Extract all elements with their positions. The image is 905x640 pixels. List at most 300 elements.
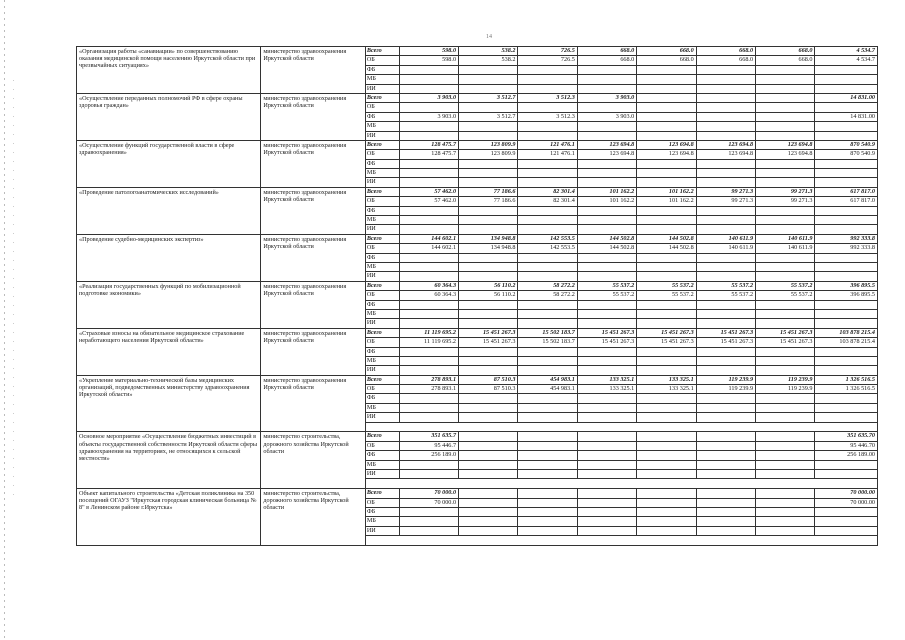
funding-source: ОБ bbox=[365, 498, 399, 507]
year-value-cell bbox=[459, 75, 518, 84]
year-value-cell: 99 271.3 bbox=[756, 197, 815, 206]
year-value-cell: 668.0 bbox=[577, 56, 636, 65]
year-value-cell bbox=[518, 319, 577, 328]
year-value-cell: 70 000.0 bbox=[399, 489, 458, 498]
year-value-cell bbox=[756, 507, 815, 516]
year-value-cell: 133 325.1 bbox=[577, 385, 636, 394]
year-value-cell bbox=[637, 272, 696, 281]
year-value-cell bbox=[696, 441, 755, 450]
binding-hole-marks bbox=[13, 80, 14, 500]
year-value-cell: 123 694.8 bbox=[696, 140, 755, 149]
binding-edge-marks bbox=[4, 0, 5, 640]
funding-source: ИИ bbox=[365, 469, 399, 478]
year-value-cell bbox=[637, 366, 696, 375]
year-value-cell bbox=[518, 216, 577, 225]
year-value-cell bbox=[518, 356, 577, 365]
year-value-cell: 3 512.3 bbox=[518, 112, 577, 121]
executor-name: министерство здравоохранения Иркутской области bbox=[261, 281, 365, 328]
year-value-cell bbox=[518, 300, 577, 309]
year-value-cell bbox=[459, 272, 518, 281]
year-value-cell bbox=[399, 356, 458, 365]
year-value-cell: 95 446.7 bbox=[399, 441, 458, 450]
year-value-cell bbox=[696, 394, 755, 403]
year-value-cell bbox=[696, 309, 755, 318]
year-value-cell bbox=[459, 517, 518, 526]
year-value-cell bbox=[756, 225, 815, 234]
page-number: 14 bbox=[486, 34, 492, 40]
year-value-cell bbox=[756, 159, 815, 168]
total-value-cell: 4 534.7 bbox=[815, 47, 878, 56]
year-value-cell bbox=[399, 262, 458, 271]
year-value-cell bbox=[399, 272, 458, 281]
year-value-cell: 101 162.2 bbox=[637, 197, 696, 206]
year-value-cell bbox=[637, 131, 696, 140]
year-value-cell bbox=[459, 206, 518, 215]
year-value-cell: 56 110.2 bbox=[459, 291, 518, 300]
year-value-cell: 57 462.0 bbox=[399, 187, 458, 196]
funding-source: Всего bbox=[365, 281, 399, 290]
total-value-cell: 4 534.7 bbox=[815, 56, 878, 65]
year-value-cell bbox=[637, 347, 696, 356]
year-value-cell: 3 903.0 bbox=[399, 93, 458, 102]
funding-source: ОБ bbox=[365, 441, 399, 450]
year-value-cell bbox=[696, 319, 755, 328]
year-value-cell bbox=[696, 526, 755, 535]
year-value-cell: 123 694.8 bbox=[577, 150, 636, 159]
funding-source: ИИ bbox=[365, 366, 399, 375]
year-value-cell: 82 301.4 bbox=[518, 187, 577, 196]
total-value-cell: 396 895.5 bbox=[815, 291, 878, 300]
year-value-cell bbox=[577, 413, 636, 422]
year-value-cell bbox=[459, 469, 518, 478]
total-value-cell: 870 540.9 bbox=[815, 140, 878, 149]
year-value-cell bbox=[637, 309, 696, 318]
year-value-cell bbox=[399, 253, 458, 262]
year-value-cell bbox=[637, 319, 696, 328]
funding-source: МБ bbox=[365, 262, 399, 271]
year-value-cell bbox=[756, 413, 815, 422]
year-value-cell: 77 186.6 bbox=[459, 187, 518, 196]
total-value-cell: 617 817.0 bbox=[815, 187, 878, 196]
year-value-cell: 55 537.2 bbox=[696, 291, 755, 300]
year-value-cell: 15 451 267.3 bbox=[756, 328, 815, 337]
year-value-cell bbox=[399, 122, 458, 131]
executor-name: министерство здравоохранения Иркутской области bbox=[261, 328, 365, 375]
funding-source: ИИ bbox=[365, 319, 399, 328]
year-value-cell: 133 325.1 bbox=[637, 375, 696, 384]
year-value-cell: 15 502 183.7 bbox=[518, 338, 577, 347]
table-row bbox=[77, 47, 878, 56]
year-value-cell bbox=[459, 460, 518, 469]
budget-table-body bbox=[77, 47, 878, 546]
funding-source: ИИ bbox=[365, 131, 399, 140]
year-value-cell: 55 537.2 bbox=[756, 291, 815, 300]
year-value-cell bbox=[577, 432, 636, 441]
table-row bbox=[77, 187, 878, 196]
total-value-cell bbox=[815, 403, 878, 412]
funding-source: ФБ bbox=[365, 507, 399, 516]
year-value-cell bbox=[459, 403, 518, 412]
spacer-cell bbox=[365, 479, 877, 489]
year-value-cell: 144 602.1 bbox=[399, 234, 458, 243]
year-value-cell bbox=[756, 103, 815, 112]
year-value-cell: 726.5 bbox=[518, 56, 577, 65]
total-value-cell: 992 333.8 bbox=[815, 234, 878, 243]
year-value-cell bbox=[756, 469, 815, 478]
table-row bbox=[77, 432, 878, 441]
funding-source: ФБ bbox=[365, 65, 399, 74]
total-value-cell: 256 189.00 bbox=[815, 451, 878, 460]
year-value-cell bbox=[459, 413, 518, 422]
year-value-cell: 454 983.1 bbox=[518, 375, 577, 384]
year-value-cell bbox=[756, 526, 815, 535]
year-value-cell bbox=[696, 225, 755, 234]
year-value-cell bbox=[696, 112, 755, 121]
year-value-cell bbox=[399, 517, 458, 526]
year-value-cell: 101 162.2 bbox=[577, 187, 636, 196]
year-value-cell bbox=[756, 498, 815, 507]
activity-name: «Укрепление материально-технической базы медицинских организаций, подведомственных министерству здравоохранения Иркутской области» bbox=[77, 375, 261, 432]
year-value-cell: 58 272.2 bbox=[518, 281, 577, 290]
year-value-cell bbox=[637, 441, 696, 450]
year-value-cell bbox=[577, 159, 636, 168]
funding-source: ОБ bbox=[365, 197, 399, 206]
funding-source: Всего bbox=[365, 47, 399, 56]
year-value-cell bbox=[577, 225, 636, 234]
year-value-cell bbox=[637, 262, 696, 271]
year-value-cell bbox=[577, 262, 636, 271]
table-row bbox=[77, 489, 878, 498]
year-value-cell bbox=[637, 356, 696, 365]
year-value-cell: 99 271.3 bbox=[696, 187, 755, 196]
year-value-cell bbox=[399, 206, 458, 215]
budget-table bbox=[76, 46, 878, 546]
year-value-cell: 726.5 bbox=[518, 47, 577, 56]
year-value-cell bbox=[399, 413, 458, 422]
year-value-cell bbox=[637, 225, 696, 234]
year-value-cell bbox=[399, 103, 458, 112]
year-value-cell bbox=[756, 253, 815, 262]
year-value-cell bbox=[756, 169, 815, 178]
table-row bbox=[77, 328, 878, 337]
funding-source: ОБ bbox=[365, 385, 399, 394]
year-value-cell: 99 271.3 bbox=[696, 197, 755, 206]
year-value-cell bbox=[459, 451, 518, 460]
year-value-cell bbox=[459, 262, 518, 271]
funding-source: МБ bbox=[365, 309, 399, 318]
year-value-cell: 256 189.0 bbox=[399, 451, 458, 460]
year-value-cell: 454 983.1 bbox=[518, 385, 577, 394]
year-value-cell: 133 325.1 bbox=[637, 385, 696, 394]
total-value-cell: 617 817.0 bbox=[815, 197, 878, 206]
activity-name: «Проведение судебно-медицинских экспертиз» bbox=[77, 234, 261, 281]
year-value-cell bbox=[518, 394, 577, 403]
year-value-cell bbox=[459, 526, 518, 535]
year-value-cell bbox=[577, 169, 636, 178]
funding-source: ОБ bbox=[365, 56, 399, 65]
year-value-cell bbox=[577, 75, 636, 84]
total-value-cell bbox=[815, 75, 878, 84]
year-value-cell bbox=[399, 309, 458, 318]
year-value-cell: 15 451 267.3 bbox=[459, 328, 518, 337]
year-value-cell bbox=[518, 131, 577, 140]
year-value-cell bbox=[518, 526, 577, 535]
total-value-cell bbox=[815, 300, 878, 309]
year-value-cell bbox=[577, 498, 636, 507]
year-value-cell: 15 502 183.7 bbox=[518, 328, 577, 337]
funding-source: МБ bbox=[365, 216, 399, 225]
funding-source: ИИ bbox=[365, 272, 399, 281]
funding-source: ИИ bbox=[365, 413, 399, 422]
funding-source: ФБ bbox=[365, 253, 399, 262]
year-value-cell bbox=[756, 75, 815, 84]
total-value-cell bbox=[815, 507, 878, 516]
year-value-cell bbox=[459, 65, 518, 74]
year-value-cell bbox=[577, 507, 636, 516]
total-value-cell bbox=[815, 347, 878, 356]
year-value-cell: 598.0 bbox=[399, 47, 458, 56]
activity-name: «Осуществление переданных полномочий РФ в сфере охраны здоровья граждан» bbox=[77, 93, 261, 140]
total-value-cell bbox=[815, 309, 878, 318]
year-value-cell bbox=[577, 272, 636, 281]
funding-source: ФБ bbox=[365, 112, 399, 121]
year-value-cell bbox=[577, 394, 636, 403]
year-value-cell bbox=[459, 507, 518, 516]
year-value-cell bbox=[696, 366, 755, 375]
year-value-cell: 55 537.2 bbox=[577, 291, 636, 300]
year-value-cell: 668.0 bbox=[696, 56, 755, 65]
year-value-cell: 144 502.8 bbox=[577, 244, 636, 253]
total-value-cell bbox=[815, 103, 878, 112]
total-value-cell bbox=[815, 206, 878, 215]
total-value-cell bbox=[815, 178, 878, 187]
funding-source: МБ bbox=[365, 403, 399, 412]
year-value-cell: 15 451 267.3 bbox=[637, 328, 696, 337]
year-value-cell: 668.0 bbox=[577, 47, 636, 56]
year-value-cell bbox=[637, 517, 696, 526]
total-value-cell bbox=[815, 216, 878, 225]
funding-source: ФБ bbox=[365, 206, 399, 215]
year-value-cell bbox=[518, 178, 577, 187]
year-value-cell bbox=[637, 206, 696, 215]
total-value-cell bbox=[815, 394, 878, 403]
year-value-cell bbox=[756, 112, 815, 121]
year-value-cell: 101 162.2 bbox=[577, 197, 636, 206]
funding-source: МБ bbox=[365, 122, 399, 131]
year-value-cell bbox=[637, 122, 696, 131]
year-value-cell bbox=[756, 309, 815, 318]
year-value-cell bbox=[637, 526, 696, 535]
year-value-cell bbox=[637, 65, 696, 74]
year-value-cell bbox=[756, 356, 815, 365]
year-value-cell bbox=[637, 451, 696, 460]
year-value-cell bbox=[696, 507, 755, 516]
total-value-cell bbox=[815, 122, 878, 131]
year-value-cell bbox=[577, 517, 636, 526]
year-value-cell: 15 451 267.3 bbox=[637, 338, 696, 347]
executor-name: министерство строительства, дорожного хозяйства Иркутской области bbox=[261, 489, 365, 546]
total-value-cell: 1 326 516.5 bbox=[815, 375, 878, 384]
year-value-cell: 3 512.7 bbox=[459, 93, 518, 102]
funding-source: Всего bbox=[365, 375, 399, 384]
year-value-cell bbox=[696, 300, 755, 309]
year-value-cell bbox=[696, 75, 755, 84]
year-value-cell bbox=[637, 460, 696, 469]
year-value-cell bbox=[459, 178, 518, 187]
year-value-cell: 15 451 267.3 bbox=[696, 338, 755, 347]
activity-name: Объект капитального строительства «Детская поликлиника на 350 посещений ОГАУЗ "Иркутская городская клиническая больница № 8" в Ленинском районе г.Иркутска» bbox=[77, 489, 261, 546]
funding-source: ОБ bbox=[365, 244, 399, 253]
year-value-cell bbox=[459, 498, 518, 507]
funding-source: МБ bbox=[365, 356, 399, 365]
year-value-cell bbox=[756, 403, 815, 412]
total-value-cell: 870 540.9 bbox=[815, 150, 878, 159]
year-value-cell bbox=[577, 300, 636, 309]
year-value-cell bbox=[577, 460, 636, 469]
year-value-cell: 60 364.3 bbox=[399, 291, 458, 300]
year-value-cell bbox=[518, 103, 577, 112]
year-value-cell bbox=[577, 403, 636, 412]
year-value-cell: 140 611.9 bbox=[696, 244, 755, 253]
funding-source: Всего bbox=[365, 432, 399, 441]
year-value-cell bbox=[756, 432, 815, 441]
table-row bbox=[77, 234, 878, 243]
year-value-cell bbox=[459, 394, 518, 403]
year-value-cell: 538.2 bbox=[459, 47, 518, 56]
year-value-cell: 140 611.9 bbox=[696, 234, 755, 243]
total-value-cell: 103 878 215.4 bbox=[815, 338, 878, 347]
year-value-cell bbox=[459, 319, 518, 328]
year-value-cell: 3 903.0 bbox=[399, 112, 458, 121]
year-value-cell bbox=[637, 300, 696, 309]
year-value-cell bbox=[459, 169, 518, 178]
funding-source: ОБ bbox=[365, 150, 399, 159]
year-value-cell bbox=[518, 122, 577, 131]
funding-source: ФБ bbox=[365, 347, 399, 356]
year-value-cell bbox=[756, 65, 815, 74]
year-value-cell: 134 948.8 bbox=[459, 234, 518, 243]
total-value-cell bbox=[815, 225, 878, 234]
year-value-cell bbox=[696, 356, 755, 365]
executor-name: министерство здравоохранения Иркутской области bbox=[261, 234, 365, 281]
year-value-cell bbox=[696, 347, 755, 356]
year-value-cell bbox=[518, 432, 577, 441]
activity-name: «Страховые взносы на обязательное медицинское страхование неработающего населения Иркутской области» bbox=[77, 328, 261, 375]
year-value-cell: 3 903.0 bbox=[577, 112, 636, 121]
year-value-cell bbox=[399, 84, 458, 93]
year-value-cell bbox=[637, 84, 696, 93]
executor-name: министерство строительства, дорожного хозяйства Иркутской области bbox=[261, 432, 365, 489]
year-value-cell: 140 611.9 bbox=[756, 244, 815, 253]
year-value-cell: 278 893.1 bbox=[399, 375, 458, 384]
year-value-cell bbox=[399, 178, 458, 187]
year-value-cell bbox=[756, 272, 815, 281]
year-value-cell bbox=[459, 84, 518, 93]
year-value-cell bbox=[459, 441, 518, 450]
year-value-cell: 87 510.3 bbox=[459, 385, 518, 394]
year-value-cell bbox=[696, 413, 755, 422]
year-value-cell bbox=[399, 366, 458, 375]
spacer-cell bbox=[365, 536, 877, 546]
year-value-cell bbox=[399, 225, 458, 234]
year-value-cell bbox=[399, 216, 458, 225]
year-value-cell bbox=[696, 469, 755, 478]
total-value-cell bbox=[815, 169, 878, 178]
year-value-cell bbox=[577, 526, 636, 535]
year-value-cell: 3 903.0 bbox=[577, 93, 636, 102]
spacer-cell bbox=[365, 422, 877, 432]
year-value-cell bbox=[518, 441, 577, 450]
total-value-cell: 1 326 516.5 bbox=[815, 385, 878, 394]
year-value-cell bbox=[459, 356, 518, 365]
year-value-cell bbox=[518, 309, 577, 318]
year-value-cell: 142 553.5 bbox=[518, 244, 577, 253]
year-value-cell: 70 000.0 bbox=[399, 498, 458, 507]
year-value-cell: 15 451 267.3 bbox=[459, 338, 518, 347]
year-value-cell: 82 301.4 bbox=[518, 197, 577, 206]
year-value-cell bbox=[518, 206, 577, 215]
year-value-cell: 668.0 bbox=[637, 47, 696, 56]
year-value-cell: 278 893.1 bbox=[399, 385, 458, 394]
funding-source: ОБ bbox=[365, 291, 399, 300]
year-value-cell: 123 694.8 bbox=[637, 140, 696, 149]
year-value-cell: 55 537.2 bbox=[696, 281, 755, 290]
year-value-cell bbox=[756, 262, 815, 271]
year-value-cell bbox=[696, 262, 755, 271]
year-value-cell: 123 694.8 bbox=[637, 150, 696, 159]
year-value-cell bbox=[518, 65, 577, 74]
total-value-cell: 14 831.00 bbox=[815, 93, 878, 102]
year-value-cell bbox=[637, 253, 696, 262]
year-value-cell: 77 186.6 bbox=[459, 197, 518, 206]
activity-name: Основное мероприятие «Осуществление бюджетных инвестиций в объекты государственной собственности Иркутской области сферы здравоохранения на территориях, не относящихся к сельской местности» bbox=[77, 432, 261, 489]
year-value-cell bbox=[399, 460, 458, 469]
year-value-cell bbox=[637, 169, 696, 178]
year-value-cell bbox=[577, 122, 636, 131]
year-value-cell: 58 272.2 bbox=[518, 291, 577, 300]
table-row bbox=[77, 140, 878, 149]
funding-source: Всего bbox=[365, 187, 399, 196]
year-value-cell bbox=[518, 451, 577, 460]
total-value-cell bbox=[815, 262, 878, 271]
year-value-cell bbox=[518, 460, 577, 469]
year-value-cell bbox=[756, 517, 815, 526]
year-value-cell bbox=[577, 206, 636, 215]
year-value-cell bbox=[696, 272, 755, 281]
year-value-cell bbox=[518, 75, 577, 84]
year-value-cell bbox=[459, 309, 518, 318]
year-value-cell bbox=[518, 498, 577, 507]
year-value-cell bbox=[756, 178, 815, 187]
year-value-cell: 101 162.2 bbox=[637, 187, 696, 196]
year-value-cell: 55 537.2 bbox=[637, 291, 696, 300]
funding-source: Всего bbox=[365, 140, 399, 149]
year-value-cell: 668.0 bbox=[756, 56, 815, 65]
year-value-cell: 598.0 bbox=[399, 56, 458, 65]
funding-source: ИИ bbox=[365, 526, 399, 535]
year-value-cell bbox=[518, 253, 577, 262]
year-value-cell: 668.0 bbox=[637, 56, 696, 65]
total-value-cell bbox=[815, 469, 878, 478]
total-value-cell: 70 000.00 bbox=[815, 498, 878, 507]
year-value-cell bbox=[399, 131, 458, 140]
year-value-cell bbox=[637, 507, 696, 516]
total-value-cell: 396 895.5 bbox=[815, 281, 878, 290]
total-value-cell bbox=[815, 517, 878, 526]
year-value-cell: 351 635.7 bbox=[399, 432, 458, 441]
year-value-cell bbox=[756, 216, 815, 225]
year-value-cell bbox=[399, 394, 458, 403]
